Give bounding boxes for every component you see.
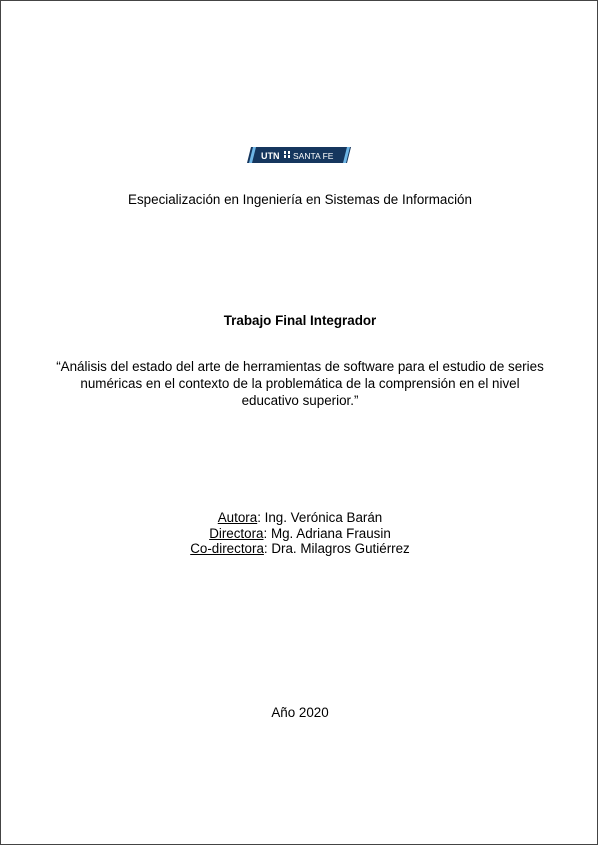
credit-role-co-director: Co-directora (190, 541, 264, 556)
program-name: Especialización en Ingeniería en Sistemas de Información (128, 192, 472, 207)
document-type-heading: Trabajo Final Integrador (223, 313, 377, 328)
credit-name-director: : Mg. Adriana Frausin (263, 525, 391, 541)
utn-logo-graphic (247, 147, 351, 163)
logo-emblem-icon-bar (284, 154, 290, 155)
credits-block (1, 510, 598, 557)
credit-line-director (1, 526, 598, 542)
credit-role-director: Directora (209, 525, 264, 541)
logo-text-santa-fe: SANTA FE (293, 151, 334, 161)
credit-name-co-director: : Dra. Milagros Gutiérrez (263, 541, 410, 556)
utn-santa-fe-logo (247, 147, 351, 163)
credit-line-co-director (1, 541, 598, 557)
credit-line-author (1, 510, 598, 526)
credit-role-author: Autora (217, 510, 258, 525)
thesis-title: “Análisis del estado del arte de herramientas de software para el estudio de series numéricas en el contexto de la problemática de la comprensión en el nivel educativo superior.” (56, 359, 544, 408)
credit-name-author: : Ing. Verónica Barán (257, 510, 383, 525)
year: Año 2020 (271, 705, 329, 720)
logo-text-utn: UTN (261, 151, 280, 161)
